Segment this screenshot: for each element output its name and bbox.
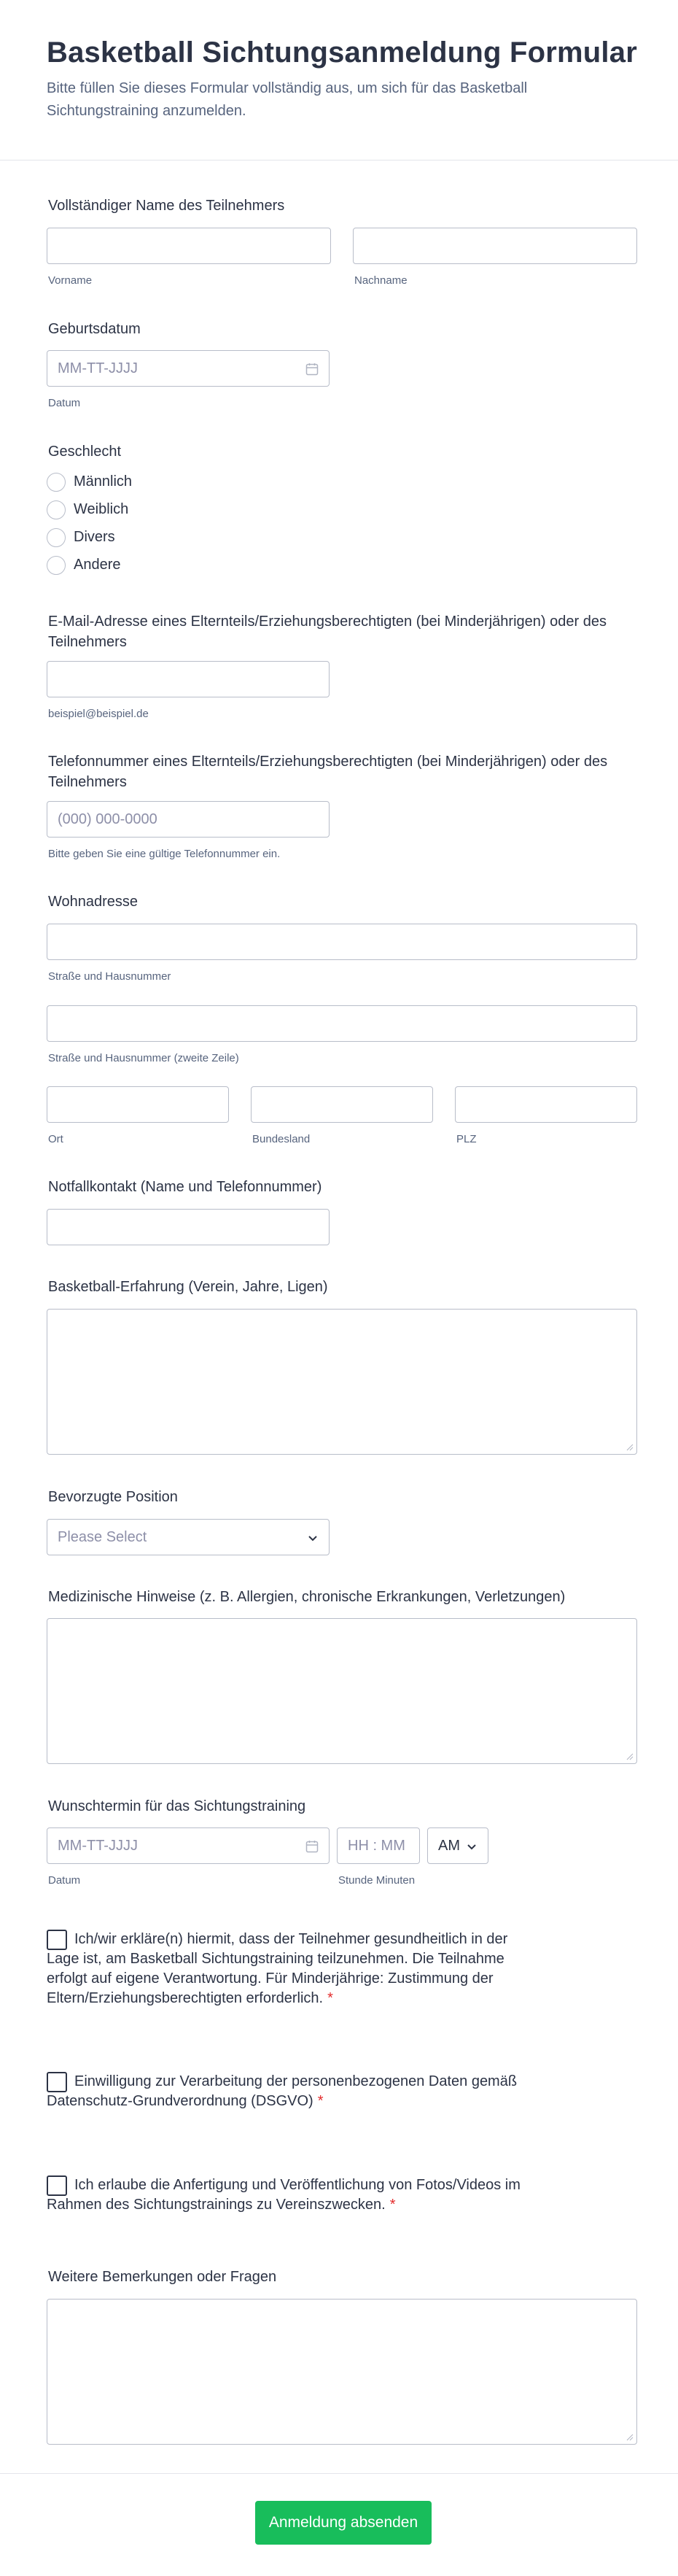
email-sublabel: beispiel@beispiel.de (48, 708, 149, 720)
last-name-input[interactable] (353, 228, 637, 264)
appointment-time-sublabel: Stunde Minuten (338, 1874, 416, 1887)
address-label: Wohnadresse (48, 894, 139, 910)
radio-button[interactable] (47, 556, 66, 575)
footer-divider (0, 2473, 678, 2474)
email-label: E-Mail-Adresse eines Elternteils/Erziehungsberechtigten (bei Minderjährigen) oder des Teilnehmers (48, 614, 607, 650)
appointment-label: Wunschtermin für das Sichtungstraining (48, 1798, 306, 1814)
first-name-input[interactable] (47, 228, 331, 264)
position-select[interactable] (47, 1519, 330, 1555)
name-label: Vollständiger Name des Teilnehmers (48, 198, 285, 214)
city-input[interactable] (47, 1086, 229, 1123)
photo-consent-text (47, 2175, 572, 2215)
street-sublabel: Straße und Hausnummer (48, 970, 171, 983)
gender-option-label: Weiblich (74, 501, 129, 517)
resize-handle-icon[interactable] (625, 1442, 634, 1451)
zip-sublabel: PLZ (456, 1133, 477, 1145)
street2-input[interactable] (47, 1005, 637, 1042)
gender-option-label: Männlich (74, 473, 133, 490)
medical-label: Medizinische Hinweise (z. B. Allergien, chronische Erkrankungen, Verletzungen) (48, 1589, 566, 1605)
health-consent-text (47, 1930, 542, 2008)
phone-sublabel: Bitte geben Sie eine gültige Telefonnummer ein. (48, 848, 281, 860)
phone-label: Telefonnummer eines Elternteils/Erziehungsberechtigten (bei Minderjährigen) oder des Teilnehmers (48, 754, 608, 790)
form-header (0, 0, 678, 160)
appointment-time-placeholder: HH : MM (348, 1838, 405, 1854)
photo-consent-label: Ich erlaube die Anfertigung und Veröffentlichung von Fotos/Videos im Rahmen des Sichtungstrainings zu Vereinszwecken. (47, 2177, 521, 2213)
required-mark: * (317, 2093, 324, 2109)
phone-placeholder: (000) 000-0000 (58, 811, 157, 827)
resize-handle-icon[interactable] (625, 1752, 634, 1760)
emergency-input[interactable] (47, 1209, 330, 1245)
ampm-select[interactable] (427, 1827, 488, 1864)
required-mark: * (327, 1990, 333, 2006)
ampm-selected-value: AM (438, 1838, 460, 1854)
birthdate-sublabel: Datum (48, 397, 81, 409)
street2-sublabel: Straße und Hausnummer (zweite Zeile) (48, 1052, 239, 1064)
gender-option-label: Divers (74, 529, 115, 545)
appointment-date-sublabel: Datum (48, 1874, 81, 1887)
appointment-date-input[interactable] (47, 1827, 330, 1864)
city-sublabel: Ort (48, 1133, 63, 1145)
chevron-down-icon[interactable] (305, 1531, 320, 1545)
email-input[interactable] (47, 661, 330, 697)
last-name-sublabel: Nachname (354, 274, 408, 287)
required-mark: * (389, 2197, 396, 2213)
experience-textarea[interactable] (47, 1309, 637, 1455)
state-input[interactable] (251, 1086, 433, 1123)
remarks-textarea[interactable] (47, 2299, 637, 2445)
remarks-label: Weitere Bemerkungen oder Fragen (48, 2269, 277, 2285)
resize-handle-icon[interactable] (625, 2432, 634, 2441)
form-subtitle: Bitte füllen Sie dieses Formular vollständig aus, um sich für das Basketball Sichtungstraining anzumelden. (47, 80, 528, 119)
emergency-label: Notfallkontakt (Name und Telefonnummer) (48, 1179, 322, 1195)
street-input[interactable] (47, 924, 637, 960)
first-name-sublabel: Vorname (48, 274, 93, 287)
health-consent-label: Ich/wir erkläre(n) hiermit, dass der Teilnehmer gesundheitlich in der Lage ist, am Basketball Sichtungstraining teilzunehmen. Die Teilnahme erfolgt auf eigene Verantwortung. Für Minderjährige: Zustimmung der Eltern/Erziehungsberechtigten erforderlich. (47, 1931, 508, 2006)
chevron-down-icon[interactable] (464, 1839, 479, 1854)
submit-button[interactable]: Anmeldung absenden (255, 2501, 432, 2545)
radio-button[interactable] (47, 528, 66, 547)
birthdate-label: Geburtsdatum (48, 321, 141, 337)
radio-button[interactable] (47, 473, 66, 492)
gdpr-consent-label: Einwilligung zur Verarbeitung der personenbezogenen Daten gemäß Datenschutz-Grundverordnung (DSGVO) (47, 2073, 518, 2109)
medical-textarea[interactable] (47, 1618, 637, 1764)
radio-button[interactable] (47, 500, 66, 519)
form-title: Basketball Sichtungsanmeldung Formular (47, 36, 637, 69)
phone-input[interactable] (47, 801, 330, 838)
calendar-icon[interactable] (305, 363, 319, 376)
state-sublabel: Bundesland (252, 1133, 311, 1145)
appointment-time-input[interactable] (337, 1827, 420, 1864)
gender-label: Geschlecht (48, 444, 122, 460)
zip-input[interactable] (455, 1086, 637, 1123)
gender-option-label: Andere (74, 557, 121, 573)
gdpr-consent-text (47, 2072, 572, 2111)
calendar-icon[interactable] (305, 1840, 319, 1853)
birthdate-placeholder: MM-TT-JJJJ (58, 360, 138, 376)
position-label: Bevorzugte Position (48, 1489, 178, 1505)
appointment-date-placeholder: MM-TT-JJJJ (58, 1838, 138, 1854)
experience-label: Basketball-Erfahrung (Verein, Jahre, Ligen) (48, 1279, 328, 1295)
position-selected-value: Please Select (58, 1529, 147, 1545)
birthdate-input[interactable] (47, 350, 330, 387)
